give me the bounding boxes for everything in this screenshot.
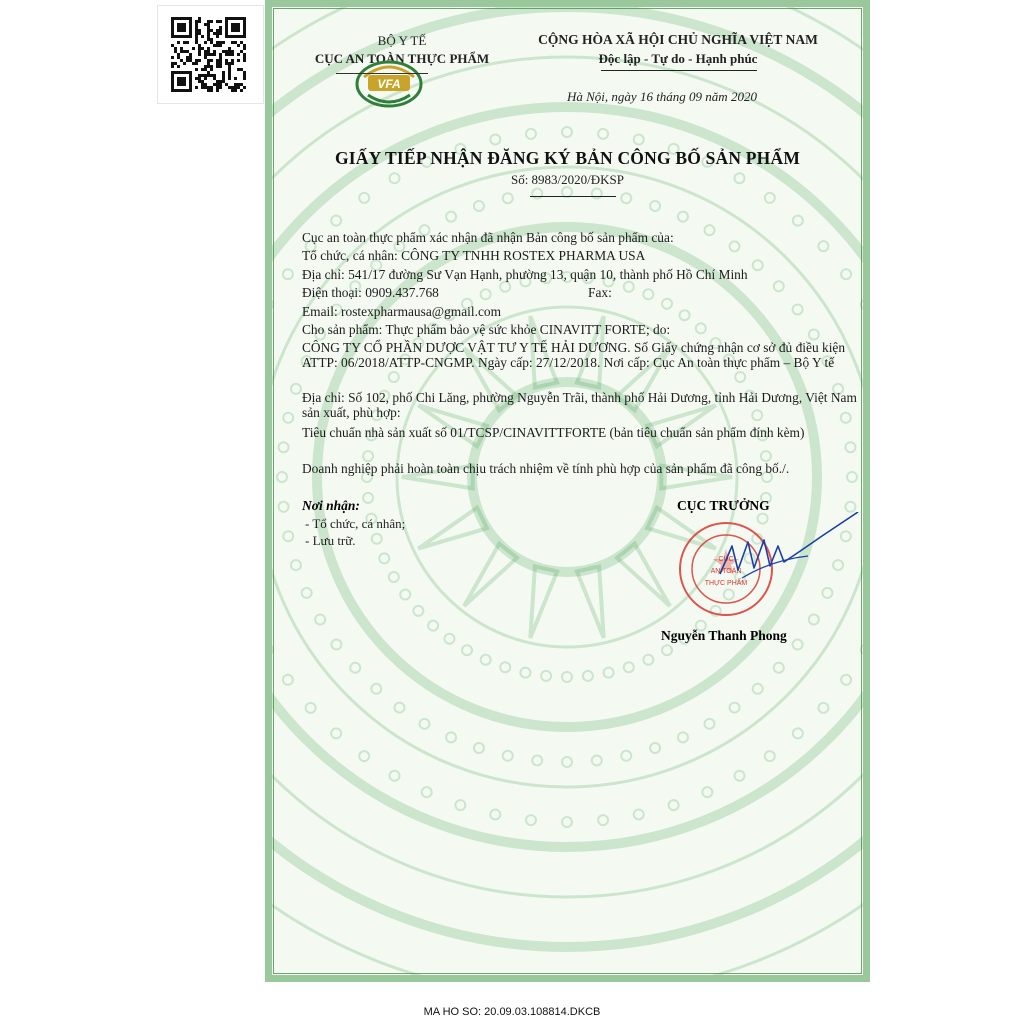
signer-name: Nguyễn Thanh Phong — [661, 628, 787, 643]
stamp-text: AN TOÀN — [710, 568, 742, 575]
header-left-rule — [336, 73, 428, 74]
motto-rule — [601, 70, 757, 71]
signer-role: CỤC TRƯỞNG — [677, 498, 770, 513]
country-name: CỘNG HÒA XÃ HỘI CHỦ NGHĨA VIỆT NAM — [538, 32, 818, 47]
stamp-text: CỤC — [718, 556, 734, 563]
certificate — [265, 0, 870, 982]
place-date: Hà Nội, ngày 16 tháng 09 năm 2020 — [567, 89, 757, 104]
dossier-code: MA HO SO: 20.09.03.108814.DKCB — [423, 1006, 601, 1018]
manufacturer: CÔNG TY CỔ PHẦN DƯỢC VẬT TƯ Y TẾ HẢI DƯƠNG. Số Giấy chứng nhận cơ sở đủ điều kiện ATTP: 06/2018/ATTP-CNGMP. Ngày cấp: 27/12/2018. Nơi cấp: Cục An toàn thực phẩm – Bộ Y tế — [302, 340, 846, 370]
document-title: GIẤY TIẾP NHẬN ĐĂNG KÝ BẢN CÔNG BỐ SẢN PHẨM — [334, 148, 801, 168]
qr-code-icon — [171, 17, 249, 92]
standard: Tiêu chuẩn nhà sản xuất số 01/TCSP/CINAVITTFORTE (bản tiêu chuẩn sản phẩm đính kèm) — [302, 425, 805, 440]
stamp-text: THỰC PHẨM — [704, 580, 748, 587]
recipient-item: - Lưu trữ. — [305, 533, 356, 548]
product: Cho sản phẩm: Thực phẩm bảo vệ sức khỏe CINAVITT FORTE; do: — [302, 322, 671, 337]
handwritten-signature — [712, 512, 862, 597]
phone: Điện thoại: 0909.437.768 — [302, 285, 439, 300]
recipients-label: Nơi nhận: — [302, 498, 360, 513]
title-rule — [530, 196, 616, 197]
vfa-logo — [354, 57, 424, 109]
organization: Tổ chức, cá nhân: CÔNG TY TNHH ROSTEX PHARMA USA — [302, 248, 646, 263]
fax: Fax: — [588, 285, 612, 300]
manufacturer-address: Địa chỉ: Số 102, phố Chi Lăng, phường Nguyễn Trãi, thành phố Hải Dương, tỉnh Hải Dương, Việt Nam sản xuất, phù hợp: — [302, 390, 857, 420]
recipient-item: - Tổ chức, cá nhân; — [305, 516, 406, 531]
address: Địa chỉ: 541/17 đường Sư Vạn Hạnh, phường 13, quận 10, thành phố Hồ Chí Minh — [302, 267, 748, 282]
vfa-logo-text: VFA — [377, 77, 401, 91]
qr-code-box — [157, 5, 264, 104]
responsibility: Doanh nghiệp phải hoàn toàn chịu trách nhiệm về tính phù hợp của sản phẩm đã công bố./. — [302, 461, 790, 476]
email: Email: rostexpharmausa@gmail.com — [302, 304, 502, 319]
document-number: Số: 8983/2020/ĐKSP — [510, 172, 625, 187]
agency-name: CỤC AN TOÀN THỰC PHẨM — [314, 51, 490, 66]
motto: Độc lập - Tự do - Hạnh phúc — [598, 51, 758, 66]
intro-text: Cục an toàn thực phẩm xác nhận đã nhận Bản công bố sản phẩm của: — [302, 230, 674, 245]
ministry-name: BỘ Y TẾ — [377, 33, 427, 48]
